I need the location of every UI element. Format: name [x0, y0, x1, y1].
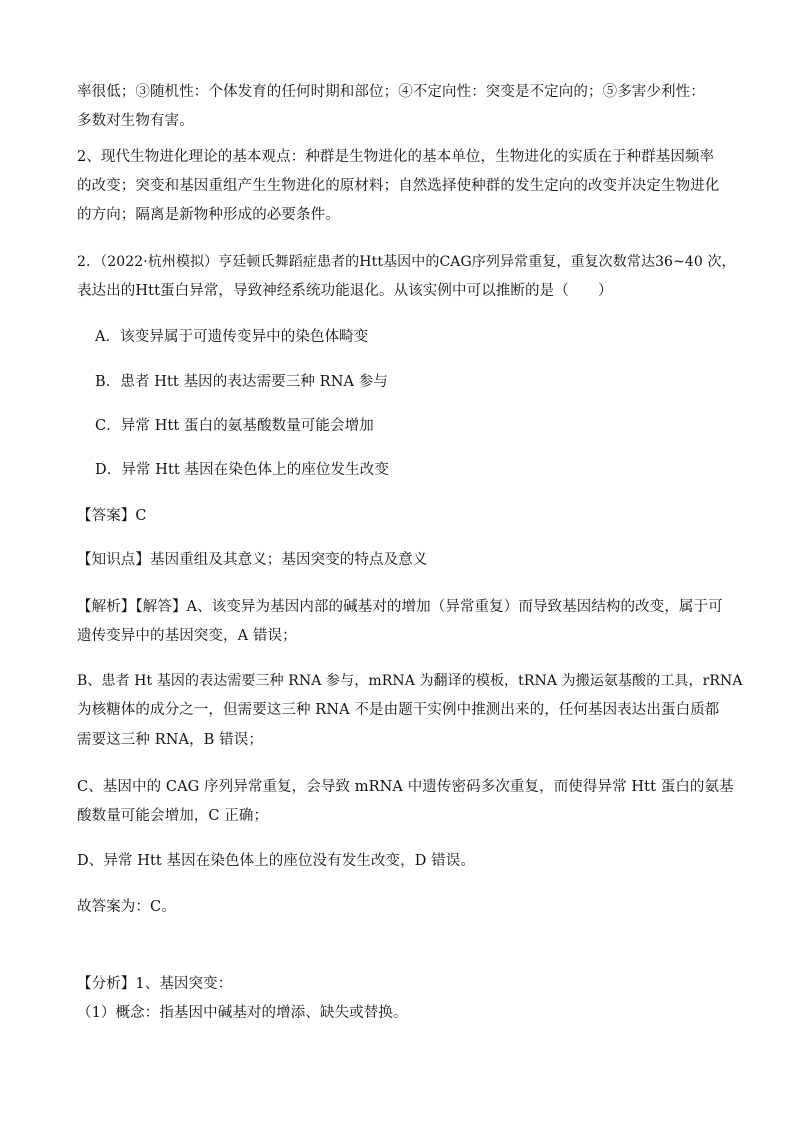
analysis-line-7: 酸数量可能会增加，C 正确； — [77, 808, 269, 824]
analysis-line-4: 为核糖体的成分之一，但需要这三种 RNA 不是由题干实例中推测出来的，任何基因表达出蛋白质都 — [77, 702, 720, 718]
fenxi-line-2: （1）概念：指基因中碱基对的增添、缺失或替换。 — [77, 1005, 408, 1021]
intro-line-4: 的改变；突变和基因重组产生生物进化的原材料；自然选择使种群的发生定向的改变并决定生物进化 — [77, 178, 720, 194]
analysis-line-8: D、异常 Htt 基因在染色体上的座位没有发生改变，D 错误。 — [77, 853, 475, 869]
knowledge-point-line: 【知识点】基因重组及其意义；基因突变的特点及意义 — [77, 552, 428, 568]
answer-line: 【答案】C — [77, 508, 147, 524]
analysis-line-6: C、基因中的 CAG 序列异常重复，会导致 mRNA 中遗传密码多次重复，而使得异常 Htt 蛋白的氨基 — [77, 779, 734, 795]
option-b: B．患者 Htt 基因的表达需要三种 RNA 参与 — [95, 374, 388, 390]
intro-line-5: 的方向；隔离是新物种形成的必要条件。 — [77, 207, 340, 223]
option-a: A．该变异属于可遗传变异中的染色体畸变 — [95, 329, 369, 345]
question-stem-line-1: 2．（2022·杭州模拟）亨廷顿氏舞蹈症患者的Htt基因中的CAG序列异常重复，重复次数常达36~40 次， — [77, 254, 736, 270]
option-d: D．异常 Htt 基因在染色体上的座位发生改变 — [95, 462, 389, 478]
analysis-line-3: B、患者 Ht 基因的表达需要三种 RNA 参与，mRNA 为翻译的模板，tRNA 为搬运氨基酸的工具，rRNA — [77, 673, 743, 689]
question-stem-line-2: 表达出的Htt蛋白异常，导致神经系统功能退化。从该实例中可以推断的是（ ） — [77, 283, 613, 299]
option-c: C．异常 Htt 蛋白的氨基酸数量可能会增加 — [95, 418, 374, 434]
fenxi-line-1: 【分析】1、基因突变： — [77, 976, 233, 992]
analysis-line-9: 故答案为：C。 — [77, 899, 176, 915]
intro-line-3: 2、现代生物进化理论的基本观点：种群是生物进化的基本单位，生物进化的实质在于种群基因频率 — [77, 149, 715, 165]
analysis-line-2: 遗传变异中的基因突变，A 错误； — [77, 628, 297, 644]
intro-line-2: 多数对生物有害。 — [77, 113, 194, 129]
analysis-line-1: 【解析】【解答】A、该变异为基因内部的碱基对的增加（异常重复）而导致基因结构的改变，属于可 — [77, 599, 723, 615]
intro-line-1: 率很低；③随机性：个体发育的任何时期和部位；④不定向性：突变是不定向的；⑤多害少利性： — [77, 84, 705, 100]
analysis-line-5: 需要这三种 RNA，B 错误； — [77, 732, 263, 748]
